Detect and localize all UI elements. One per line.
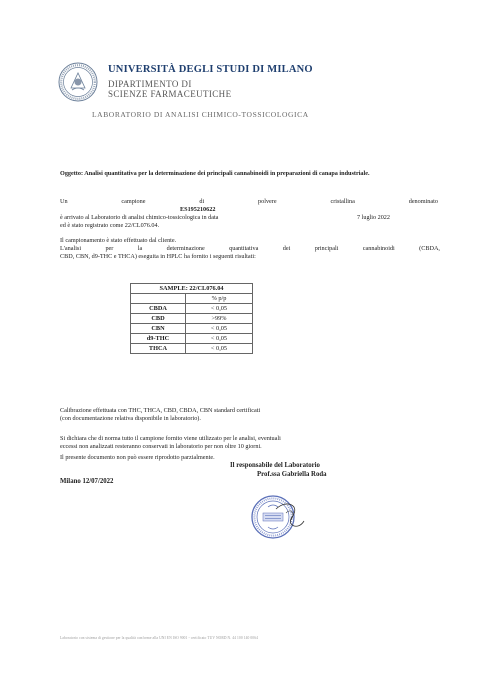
value-cell: < 0,05	[186, 304, 253, 314]
value-cell: < 0,05	[186, 334, 253, 344]
table-header-row	[131, 294, 253, 304]
word: (CBDA,	[419, 245, 440, 252]
university-name: UNIVERSITÀ DEGLI STUDI DI MILANO	[108, 64, 313, 75]
university-seal-icon	[58, 62, 98, 102]
word: L'analisi	[60, 245, 82, 252]
word: la	[137, 245, 143, 252]
word: di	[199, 198, 205, 205]
word: campione	[121, 198, 146, 205]
arrival-line	[60, 214, 390, 221]
word: Un	[60, 198, 68, 205]
table-row	[131, 344, 253, 354]
place-date: Milano 12/07/2022	[60, 478, 114, 485]
signatory-title: Il responsabile del Laboratorio	[230, 462, 320, 469]
declaration-line-2: eccessi non analizzati resteranno conservati in laboratorio per non oltre 10 giorni.	[60, 443, 262, 450]
results-table	[130, 283, 253, 354]
compound-cell: CBDA	[131, 304, 186, 314]
registered-line: ed è stato registrato come 22/CL076.04.	[60, 222, 160, 229]
arrival-text: è arrivato al Laboratorio di analisi chimico-tossicologica in data	[60, 214, 219, 221]
table-row	[131, 334, 253, 344]
declaration-line-1: Si dichiara che di norma tutto il campione fornito viene utilizzato per le analisi, eventuali	[60, 435, 281, 442]
table-row	[131, 314, 253, 324]
word: cristallina	[330, 198, 355, 205]
word: dei	[282, 245, 291, 252]
table-header-row	[131, 284, 253, 294]
department-line-1: DIPARTIMENTO DI	[108, 79, 192, 89]
arrival-date: 7 luglio 2022	[356, 214, 390, 221]
empty-header-cell	[131, 294, 186, 304]
word: principali	[314, 245, 339, 252]
laboratory-stamp-icon	[246, 487, 308, 549]
declaration-line-3: Il presente documento non può essere riprodotto parzialmente.	[60, 454, 215, 461]
word: quantitativa	[229, 245, 259, 252]
analysis-line-2: CBD, CBN, d9-THC e THCA) eseguita in HPLC ha fornito i seguenti risultati:	[60, 253, 256, 260]
signatory-name: Prof.ssa Gabriella Roda	[257, 471, 327, 478]
value-cell: < 0,05	[186, 344, 253, 354]
value-cell: >99%	[186, 314, 253, 324]
word: polvere	[258, 198, 277, 205]
calibration-line-1: Calibrazione effettuata con THC, THCA, CBD, CBDA, CBN standard certificati	[60, 407, 261, 414]
laboratory-name: LABORATORIO DI ANALISI CHIMICO-TOSSICOLOGICA	[92, 110, 309, 119]
letter-subject: Oggetto: Analisi quantitativa per la determinazione dei principali cannabinoidi in preparazioni di canapa industriale.	[60, 170, 370, 177]
unit-header: % p/p	[186, 294, 253, 304]
analysis-line-1	[60, 245, 440, 252]
value-cell: < 0,05	[186, 324, 253, 334]
compound-cell: CBD	[131, 314, 186, 324]
compound-cell: d9-THC	[131, 334, 186, 344]
word: denominato	[408, 198, 438, 205]
table-row	[131, 304, 253, 314]
sample-header: SAMPLE: 22/CL076.04	[131, 284, 253, 294]
sample-code: ES195210622	[180, 206, 216, 213]
word: cannabinoidi	[362, 245, 395, 252]
table-row	[131, 324, 253, 334]
compound-cell: CBN	[131, 324, 186, 334]
sampling-line: Il campionamento è stato effettuato dal cliente.	[60, 237, 177, 244]
word: determinazione	[166, 245, 205, 252]
compound-cell: THCA	[131, 344, 186, 354]
department-line-2: SCIENZE FARMACEUTICHE	[108, 89, 232, 99]
sample-line	[60, 198, 438, 205]
calibration-line-2: (con documentazione relativa disponibile in laboratorio).	[60, 415, 201, 422]
footer-certification: Laboratorio con sistema di gestione per la qualità conforme alla UNI EN ISO 9001 - certificato TUV NORD N. 44 100 140 0064	[60, 636, 258, 640]
word: per	[105, 245, 114, 252]
